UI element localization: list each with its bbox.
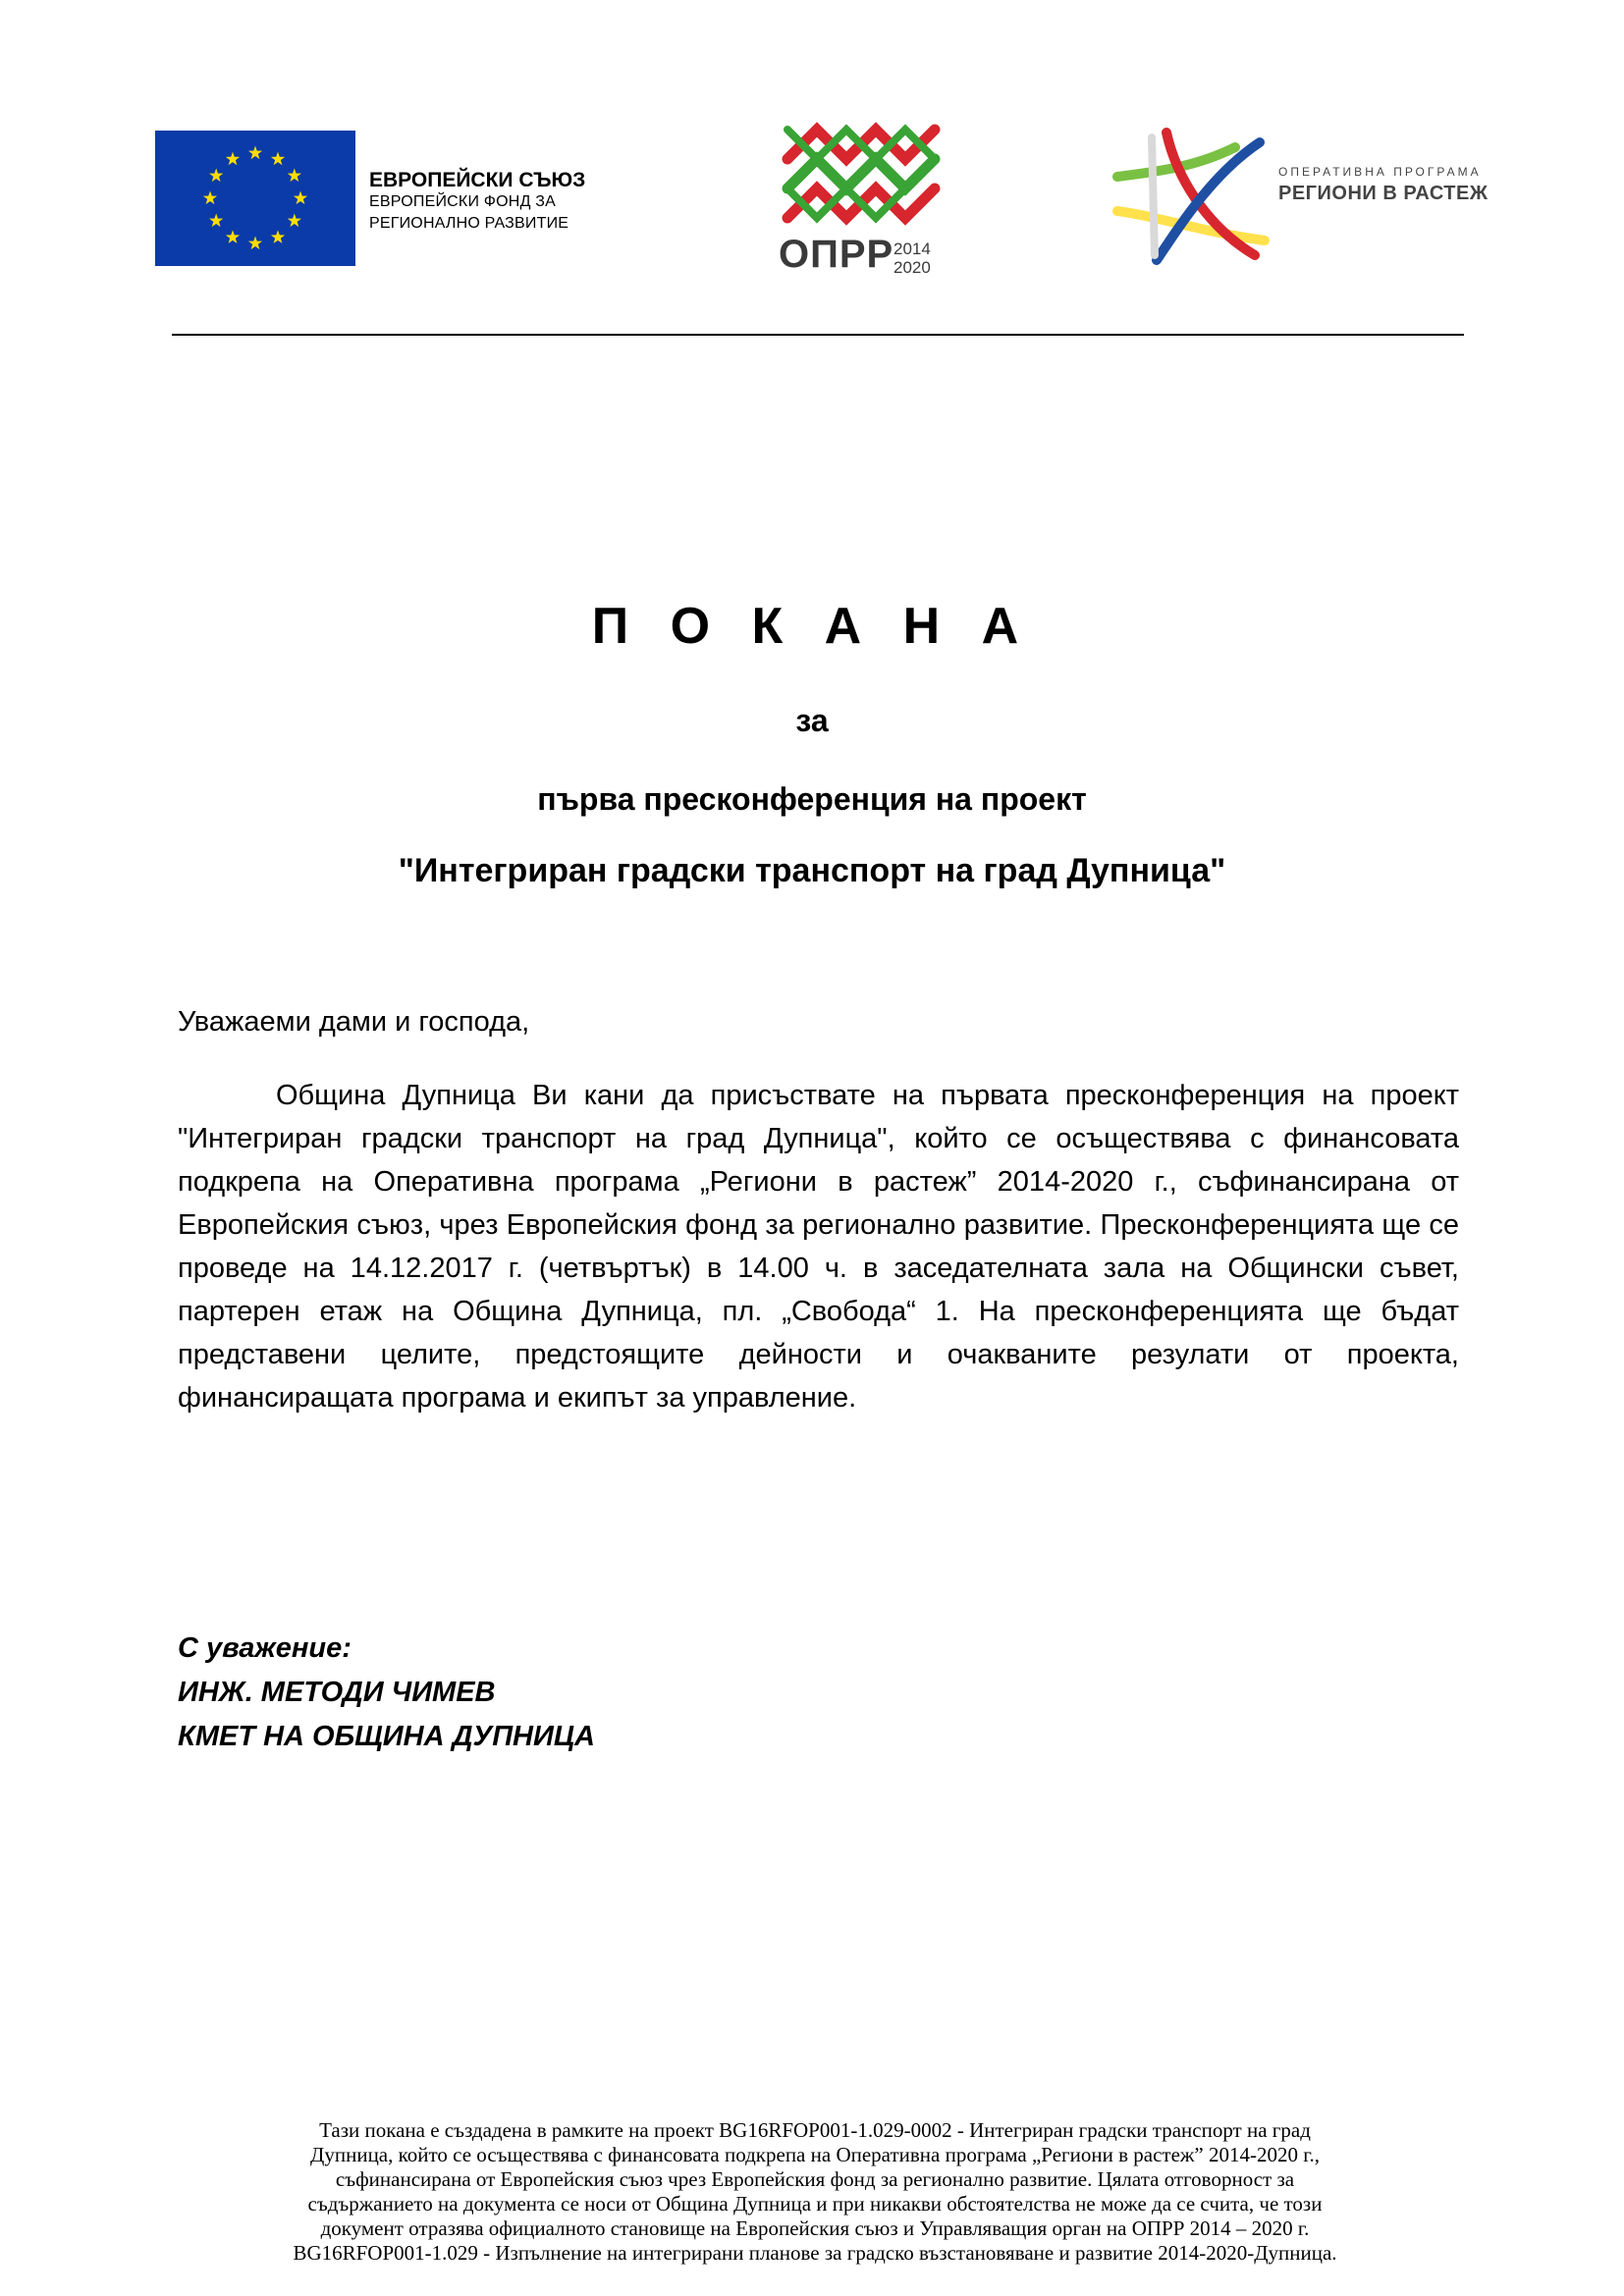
- oprr-logo-years: [893, 240, 931, 277]
- eu-star-icon: [209, 169, 223, 183]
- eu-star-icon: [288, 169, 301, 183]
- eu-star-icon: [226, 230, 240, 243]
- footer-line: съфинансирана от Европейския съюз чрез Европейския фонд за регионално развитие. Цялата отговорност за: [335, 2167, 1295, 2191]
- title-project-name: "Интегриран градски транспорт на град Дупница": [398, 852, 1226, 889]
- footer-line: Дупница, който се осъществява с финансовата подкрепа на Оперативна програма „Региони в растеж” 2014-2020 г.,: [310, 2143, 1320, 2166]
- signature-closing: С уважение:: [178, 1632, 352, 1664]
- eu-star-icon: [226, 152, 240, 166]
- eu-flag-logo: [155, 131, 355, 266]
- eu-logo-line2: ЕВРОПЕЙСКИ ФОНД ЗА: [369, 193, 556, 210]
- invitation-heading: П О К А Н А: [591, 598, 1033, 655]
- eu-star-icon: [294, 191, 307, 205]
- eu-logo-text: [369, 170, 585, 235]
- regions-logo-line2: РЕГИОНИ В РАСТЕЖ: [1278, 183, 1489, 204]
- disclaimer-footer: [177, 2118, 1453, 2266]
- oprr-year-bottom: 2020: [893, 258, 931, 277]
- regions-in-growth-emblem-icon: [1108, 128, 1274, 265]
- signature-title: КМЕТ НА ОБЩИНА ДУПНИЦА: [178, 1721, 595, 1752]
- footer-line: документ отразява официалното становище на Европейския съюз и Управляващия орган на ОПРР 2014 – 2020 г.: [320, 2216, 1310, 2240]
- footer-line: BG16RFOP001-1.029 - Изпълнение на интегрирани планове за градско възстановяване и развитие 2014-2020-Дупница.: [293, 2241, 1337, 2265]
- invitation-paragraph: Община Дупница Ви кани да присъствате на първата пресконференция на проект "Интегриран градски транспорт на град Дупница", който се осъществява с финансовата подкрепа на Оперативна програма „Региони в растеж” 2014-2020 г., съфинансирана от Европейския съюз, чрез Европейския фонд за регионално развитие. Пресконференцията ще се проведе на 14.12.2017 г. (четвъртък) в 14.00 ч. в заседателната зала на Общински съвет, партерен етаж на Община Дупница, пл. „Свобода“ 1. На пресконференцията ще бъдат представени целите, предстоящите дейности и очакваните резулати от проекта, финансиращата програма и екипът за управление.: [178, 1080, 1459, 1414]
- header-divider: [172, 334, 1464, 336]
- eu-logo-line1: ЕВРОПЕЙСКИ СЪЮЗ: [369, 169, 586, 191]
- eu-stars-icon: [155, 131, 355, 266]
- footer-line: Тази покана е създадена в рамките на проект BG16RFOP001-1.029-0002 - Интегриран градски транспорт на град: [319, 2118, 1311, 2142]
- regions-logo-line1: ОПЕРАТИВНА ПРОГРАМА: [1278, 165, 1482, 179]
- title-event: първа пресконференция на проект: [537, 781, 1087, 817]
- eu-star-icon: [248, 146, 262, 160]
- eu-star-icon: [203, 191, 217, 205]
- oprr-year-top: 2014: [893, 240, 931, 258]
- eu-star-icon: [248, 237, 262, 250]
- signature-name: ИНЖ. МЕТОДИ ЧИМЕВ: [178, 1677, 496, 1708]
- oprr-emblem-icon: [776, 120, 952, 238]
- regions-logo-text: [1278, 165, 1488, 205]
- eu-star-icon: [271, 152, 285, 166]
- eu-star-icon: [209, 214, 223, 228]
- salutation: Уважаеми дами и господа,: [178, 1006, 530, 1038]
- eu-star-icon: [271, 230, 285, 243]
- eu-star-icon: [288, 214, 301, 228]
- oprr-logo-word: ОПРР: [779, 233, 894, 276]
- eu-logo-line3: РЕГИОНАЛНО РАЗВИТИЕ: [369, 215, 569, 232]
- title-for: за: [795, 703, 829, 738]
- footer-line: съдържанието на документа се носи от Община Дупница и при никакви обстоятелства не може да се счита, че този: [307, 2192, 1323, 2216]
